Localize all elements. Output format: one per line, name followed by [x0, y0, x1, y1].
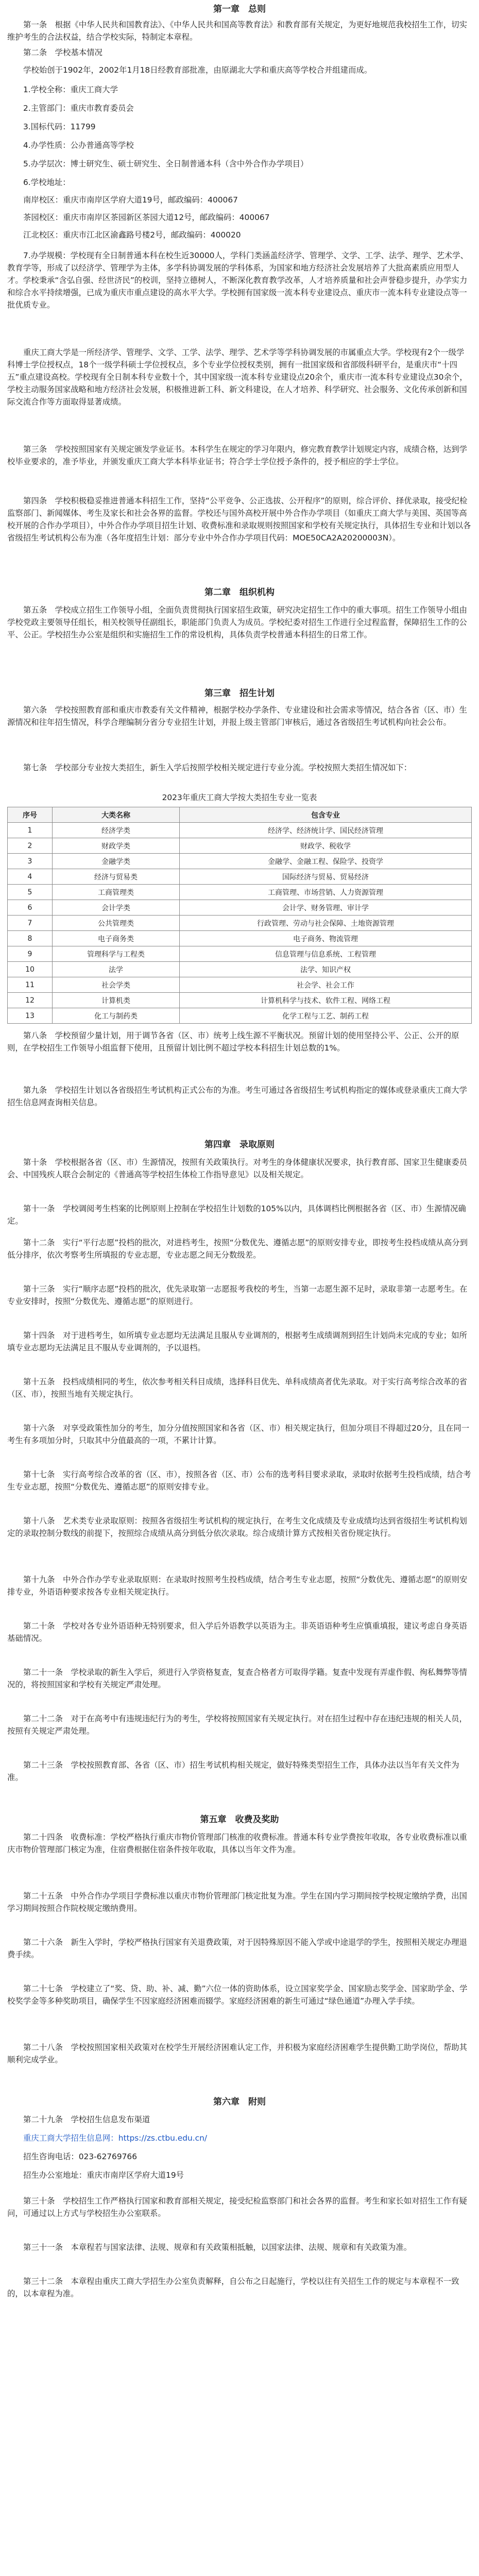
table-cell-index: 12 [8, 993, 53, 1008]
table-cell-category: 财政学类 [53, 838, 180, 854]
article-14: 第十四条 对于进档考生，如所填专业志愿均无法满足且服从专业调剂的，根据考生成绩调剂到招生计划尚未完成的专业；如所填专业志愿均无法满足且不服从专业调剂的，予以退档。 [7, 1331, 467, 1352]
table-cell-category: 管理科学与工程类 [53, 946, 180, 962]
table-cell-index: 8 [8, 931, 53, 946]
table-cell-category: 化工与制药类 [53, 1008, 180, 1024]
school-info-name: 1.学校全称：重庆工商大学 [23, 85, 118, 94]
table-cell-category: 金融学类 [53, 854, 180, 869]
article-16: 第十六条 对享受政策性加分的考生，加分分值按照国家和各省（区、市）相关规定执行，但加分项目不得超过20分，且在同一考生有多项加分时，只取其中分值最高的一项，不累计计算。 [7, 1423, 470, 1445]
table-row [8, 854, 472, 869]
table-cell-category: 工商管理类 [53, 885, 180, 900]
article-12: 第十二条 实行“平行志愿”投档的批次，对进档考生，按照“分数优先、遵循志愿”的原则安排专业，即按考生投档成绩从高分到低分排序，依次考察考生所填报的专业志愿，专业志愿之间无分数级差。 [7, 1238, 468, 1260]
article-3: 第三条 学校按照国家有关规定颁发学业证书。本科学生在规定的学习年限内，修完教育教学计划规定内容，成绩合格，达到学校毕业要求的，准予毕业，并颁发重庆工商大学本科毕业证书；符合学士学位授予条件的，授予相应的学士学位。 [7, 445, 467, 466]
campus-chayuan: 茶园校区：重庆市南岸区茶园新区茶园大道12号，邮政编码：400067 [23, 213, 270, 222]
table-body [8, 823, 472, 1024]
article-31: 第三十一条 本章程若与国家法律、法规、规章和有关政策相抵触，以国家法律、法规、规章和有关政策为准。 [23, 2243, 412, 2252]
article-26: 第二十六条 新生入学时，学校严格执行国家有关退费政策，对于因特殊原因不能入学或中途退学的学生，按照相关规定办理退费手续。 [7, 1938, 467, 1959]
table-cell-majors: 信息管理与信息系统、工程管理 [180, 946, 472, 962]
table-row [8, 977, 472, 993]
chapter-4-title: 第四章 录取原则 [204, 1140, 275, 1150]
chapter-2-title: 第二章 组织机构 [204, 587, 275, 598]
article-24: 第二十四条 收费标准：学校严格执行重庆市物价管理部门核准的收费标准。普通本科专业学费按年收取，各专业收费标准以重庆市物价管理部门核定为准，住宿费根据住宿条件按年收取，具体以当年文件为准。 [7, 1833, 467, 1854]
school-scale: 7.办学规模：学校现有全日制普通本科在校生近30000人，学科门类涵盖经济学、管理学、文学、工学、法学、理学、艺术学、教育学等，形成了以经济学、管理学为主体，多学科协调发展的学科体系，为国家和地方经济社会发展培养了大批高素质应用型人才。学校秉承“含弘自强、经世济民”的校训，坚持立德树人，不断深化教育教学改革，人才培养质量和社会声誉稳步提升，办学实力和综合水平持续增强，已成为重庆市重点建设的高水平大学。学校拥有国家级一流本科专业建设点、重庆市一流本科专业建设点等一批优质专业。 [7, 251, 468, 310]
table-cell-majors: 化学工程与工艺、制药工程 [180, 1008, 472, 1024]
table-row [8, 885, 472, 900]
table-cell-majors: 法学、知识产权 [180, 962, 472, 977]
school-info-nature: 4.办学性质：公办普通高等学校 [23, 141, 134, 150]
article-23: 第二十三条 学校按照教育部、各省（区、市）招生考试机构相关规定，做好特殊类型招生工作，具体办法以当年有关文件为准。 [7, 1760, 459, 1782]
table-row [8, 900, 472, 916]
table-row [8, 823, 472, 838]
campus-nanan: 南岸校区：重庆市南岸区学府大道19号，邮政编码：400067 [23, 195, 238, 205]
table-cell-index: 9 [8, 946, 53, 962]
chapter-6-title: 第六章 附则 [213, 2097, 266, 2107]
table-header-category: 大类名称 [53, 807, 180, 823]
table-row [8, 931, 472, 946]
table-row [8, 838, 472, 854]
school-info-department: 2.主管部门：重庆市教育委员会 [23, 104, 134, 113]
article-29-heading: 第二十九条 学校招生信息发布渠道 [23, 2115, 150, 2124]
admission-phone: 招生咨询电话：023-62769766 [23, 2152, 137, 2161]
article-17: 第十七条 实行高考综合改革的省（区、市），按照各省（区、市）公布的选考科目要求录取，录取时依据考生投档成绩，结合考生专业志愿，按照“分数优先、遵循志愿”的原则安排专业。 [7, 1470, 471, 1492]
article-30: 第三十条 学校招生工作严格执行国家和教育部相关规定，接受纪检监察部门和社会各界的监督。考生和家长如对招生工作有疑问，可通过以上方式与学校招生办公室联系。 [7, 2196, 467, 2218]
chapter-3-title: 第三章 招生计划 [204, 688, 275, 699]
table-cell-majors: 电子商务、物流管理 [180, 931, 472, 946]
article-25: 第二十五条 中外合作办学项目学费标准以重庆市物价管理部门核定批复为准。学生在国内学习期间按学校规定缴纳学费，出国学习期间按照合作院校规定缴纳费用。 [7, 1891, 467, 1913]
table-cell-majors: 会计学、财务管理、审计学 [180, 900, 472, 916]
article-1: 第一条 根据《中华人民共和国教育法》、《中华人民共和国高等教育法》和教育部有关规定，为更好地规范我校招生工作，切实维护考生的合法权益，结合学校实际，特制定本章程。 [7, 20, 467, 42]
admission-website-link[interactable]: 重庆工商大学招生信息网：https://zs.ctbu.edu.cn/ [23, 2133, 208, 2143]
campus-heading: 6.学校地址： [23, 178, 71, 187]
article-8: 第八条 学校预留少量计划，用于调节各省（区、市）统考上线生源不平衡状况。预留计划的使用坚持公平、公正、公开的原则，在学校招生工作领导小组监督下使用，且预留计划比例不超过学校本科招生计划总数的1%。 [7, 1031, 459, 1053]
article-7: 第七条 学校部分专业按大类招生，新生入学后按照学校相关规定进行专业分流。学校按照大类招生情况如下： [23, 763, 412, 772]
table-caption: 2023年重庆工商大学按大类招生专业一览表 [162, 793, 317, 802]
table-cell-majors: 财政学、税收学 [180, 838, 472, 854]
chapter-5-title: 第五章 收费及奖助 [200, 1815, 279, 1825]
article-4: 第四条 学校积极稳妥推进普通本科招生工作，坚持“公平竞争、公正选拔、公开程序”的原则，综合评价、择优录取，接受纪检监察部门、新闻媒体、考生及家长和社会各界的监督。学校还与国外高校开展中外合作办学项目（如重庆工商大学与美国、英国等高校开展的合作办学项目），中外合作办学项目招生计划、收费标准和录取规则按照国家和学校有关规定执行，具体招生专业和计划以各省级招生考试机构公布为准（各年度招生计划：部分专业中外合作办学项目代码：MOE50CA2A20200003N）。 [7, 496, 471, 543]
table-header-index: 序号 [8, 807, 53, 823]
table-cell-category: 电子商务类 [53, 931, 180, 946]
school-info-level: 5.办学层次：博士研究生、硕士研究生、全日制普通本科（含中外合作办学项目） [23, 159, 309, 168]
article-15: 第十五条 投档成绩相同的考生，依次参考相关科目成绩，选择科目优先、单科成绩高者优先录取。对于实行高考综合改革的省（区、市），按照当地有关规定执行。 [7, 1377, 467, 1399]
article-5: 第五条 学校成立招生工作领导小组，全面负责贯彻执行国家招生政策，研究决定招生工作中的重大事项。招生工作领导小组由学校党政主要领导任组长，相关校领导任副组长，职能部门负责人为成员。学校纪委对招生工作进行全过程监督，保障招生工作的公平、公正。学校招生办公室是组织和实施招生工作的常设机构，具体负责学校普通本科招生的日常工作。 [7, 605, 467, 639]
article-18: 第十八条 艺术类专业录取原则：按照各省级招生考试机构的规定执行，在考生文化成绩及专业成绩均达到省级招生考试机构划定的录取控制分数线的前提下，按照综合成绩从高分到低分依次录取。综合成绩计算方式按相关省份规定执行。 [7, 1516, 467, 1538]
chapter-1-title: 第一章 总则 [213, 4, 266, 14]
table-cell-index: 2 [8, 838, 53, 854]
table-row [8, 1008, 472, 1024]
table-cell-majors: 金融学、金融工程、保险学、投资学 [180, 854, 472, 869]
table-cell-category: 计算机类 [53, 993, 180, 1008]
table-header-majors: 包含专业 [180, 807, 472, 823]
table-row [8, 946, 472, 962]
table-row [8, 962, 472, 977]
article-32: 第三十二条 本章程由重庆工商大学招生办公室负责解释，自公布之日起施行，学校以往有关招生工作的规定与本章程不一致的，以本章程为准。 [7, 2277, 459, 2298]
table-cell-category: 会计学类 [53, 900, 180, 916]
table-cell-category: 社会学类 [53, 977, 180, 993]
article-19: 第十九条 中外合作办学专业录取原则：在录取时按照考生投档成绩，结合考生专业志愿，按照“分数优先、遵循志愿”的原则安排专业，外语语种要求按各专业相关规定执行。 [7, 1575, 468, 1597]
article-2-heading: 第二条 学校基本情况 [23, 48, 102, 57]
table-cell-majors: 行政管理、劳动与社会保障、土地资源管理 [180, 916, 472, 931]
table-cell-index: 3 [8, 854, 53, 869]
admission-office-address: 招生办公室地址：重庆市南岸区学府大道19号 [23, 2171, 184, 2180]
article-28: 第二十八条 学校按照国家相关政策对在校学生开展经济困难认定工作，并积极为家庭经济困难学生提供勤工助学岗位，帮助其顺利完成学业。 [7, 2043, 467, 2064]
school-development: 重庆工商大学是一所经济学、管理学、文学、工学、法学、理学、艺术学等学科协调发展的市属重点大学。学校现有2个一级学科博士学位授权点，18个一级学科硕士学位授权点，多个专业学位授权类别，拥有一批国家级和省部级科研平台，是重庆市“十四五”重点建设高校。学校现有全日制本科专业数十个，其中国家级一流本科专业建设点20余个，重庆市一流本科专业建设点30余个，学校主动服务国家战略和地方经济社会发展，积极推进新工科、新文科建设，在人才培养、科学研究、社会服务、文化传承创新和国际交流合作等方面取得显著成绩。 [7, 348, 468, 406]
table-cell-index: 11 [8, 977, 53, 993]
school-info-code: 3.国标代码：11799 [23, 122, 96, 131]
article-20: 第二十条 学校对各专业外语语种无特别要求，但入学后外语教学以英语为主。非英语语种考生应慎重填报，建议考虑自身英语基础情况。 [7, 1621, 467, 1643]
article-21: 第二十一条 学校录取的新生入学后，须进行入学资格复查，复查合格者方可取得学籍。复查中发现有弄虚作假、徇私舞弊等情况的，将按照国家和学校有关规定严肃处理。 [7, 1668, 467, 1689]
article-13: 第十三条 实行“顺序志愿”投档的批次，优先录取第一志愿报考我校的考生，当第一志愿生源不足时，录取非第一志愿考生。在专业安排时，按照“分数优先、遵循志愿”的原则进行。 [7, 1284, 468, 1306]
table-cell-majors: 计算机科学与技术、软件工程、网络工程 [180, 993, 472, 1008]
school-history: 学校始创于1902年，2002年1月18日经教育部批准，由原湖北大学和重庆高等学校合并组建而成。 [23, 65, 372, 75]
table-cell-index: 7 [8, 916, 53, 931]
table-cell-majors: 国际经济与贸易、贸易经济 [180, 869, 472, 885]
table-cell-category: 法学 [53, 962, 180, 977]
table-row [8, 869, 472, 885]
table-cell-category: 经济学类 [53, 823, 180, 838]
table-cell-index: 6 [8, 900, 53, 916]
table-header-row [8, 807, 472, 823]
article-11: 第十一条 学校调阅考生档案的比例原则上控制在学校招生计划数的105%以内，具体调档比例根据各省（区、市）生源情况确定。 [7, 1204, 466, 1226]
table-row [8, 993, 472, 1008]
table-cell-index: 13 [8, 1008, 53, 1024]
table-cell-index: 4 [8, 869, 53, 885]
table-cell-index: 10 [8, 962, 53, 977]
table-cell-index: 5 [8, 885, 53, 900]
table-cell-category: 公共管理类 [53, 916, 180, 931]
article-9: 第九条 学校招生计划以各省级招生考试机构正式公布的为准。考生可通过各省级招生考试机构指定的媒体或登录重庆工商大学招生信息网查询相关信息。 [7, 1086, 467, 1107]
article-10: 第十条 学校根据各省（区、市）生源情况，按照有关政策执行。对考生的身体健康状况要求，执行教育部、国家卫生健康委员会、中国残疾人联合会制定的《普通高等学校招生体检工作指导意见》以及相关规定。 [7, 1158, 467, 1179]
major-category-table [7, 807, 472, 1024]
article-22: 第二十二条 对于在高考中有违规违纪行为的考生，学校将按照国家有关规定执行。对在招生过程中存在违纪违规的相关人员，按照有关规定严肃处理。 [7, 1714, 467, 1736]
table-cell-majors: 社会学、社会工作 [180, 977, 472, 993]
table-cell-index: 1 [8, 823, 53, 838]
campus-jiangbei: 江北校区：重庆市江北区渝鑫路号楼2号，邮政编码：400020 [23, 230, 241, 240]
article-6: 第六条 学校按照教育部和重庆市教委有关文件精神，根据学校办学条件、专业建设和社会需求等情况，结合各省（区、市）生源情况和往年招生情况，科学合理编制分省分专业招生计划，并报上级主管部门审核后，通过各省级招生考试机构向社会公布。 [7, 705, 467, 727]
table-cell-majors: 经济学、经济统计学、国民经济管理 [180, 823, 472, 838]
table-row [8, 916, 472, 931]
article-27: 第二十七条 学校建立了“奖、贷、助、补、减、勤”六位一体的资助体系，设立国家奖学金、国家励志奖学金、国家助学金、学校奖学金等多种奖助项目，确保学生不因家庭经济困难而辍学。家庭经济困难的新生可通过“绿色通道”办理入学手续。 [7, 1984, 468, 2006]
table-cell-category: 经济与贸易类 [53, 869, 180, 885]
table-cell-majors: 工商管理、市场营销、人力资源管理 [180, 885, 472, 900]
